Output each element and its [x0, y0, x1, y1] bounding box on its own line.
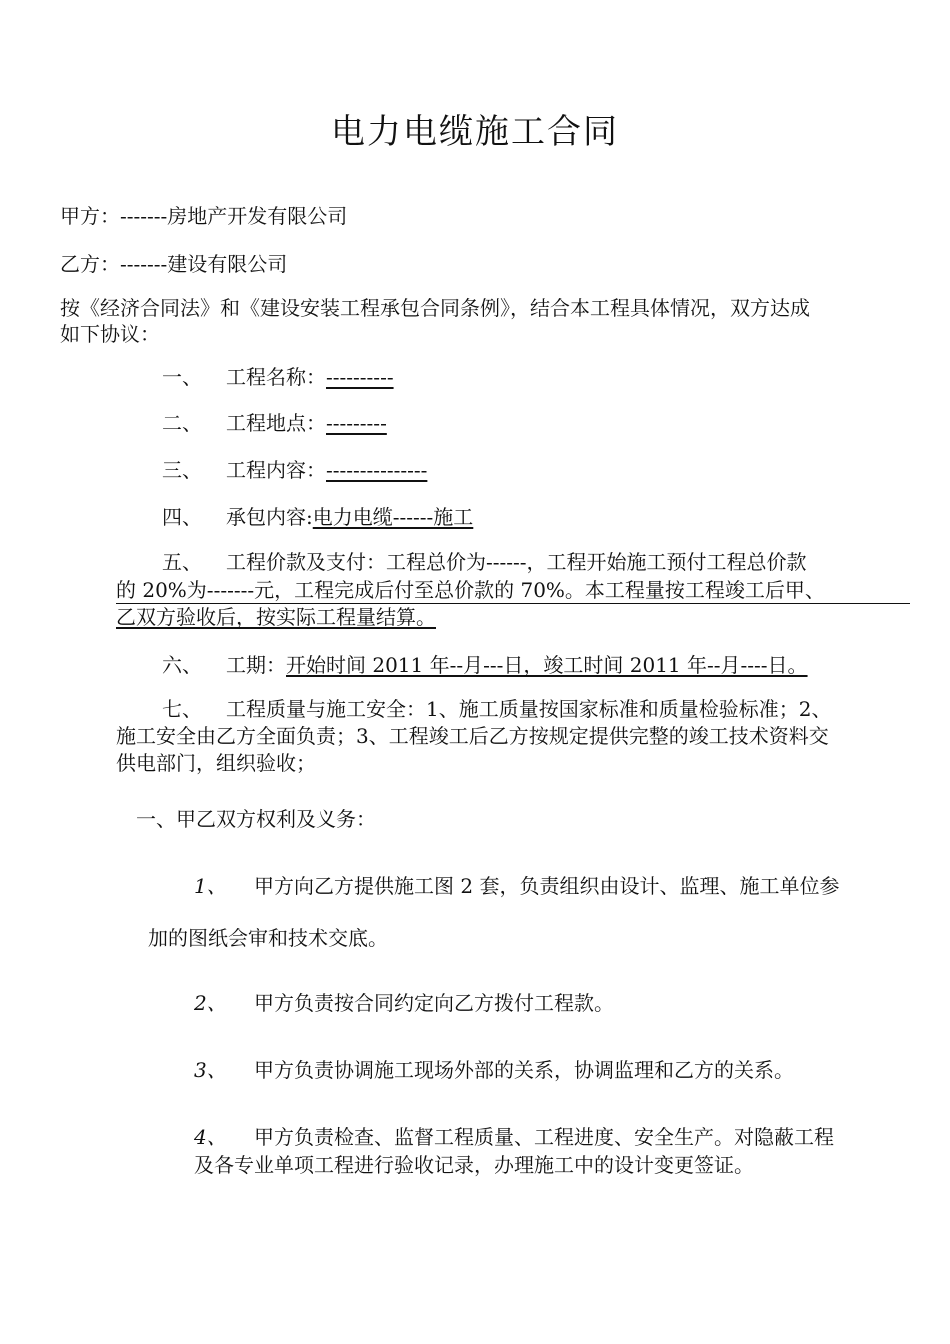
right-number: 1、: [194, 874, 227, 898]
right-number: 2、: [194, 991, 227, 1015]
clause-5-line-1: [162, 546, 807, 575]
party-a: 甲方：-------房地产开发有限公司: [60, 204, 348, 228]
clause-text: 乙双方验收后，按实际工程量结算。: [116, 605, 436, 629]
right-1-line-2: 加的图纸会审和技术交底。: [148, 926, 388, 950]
clause-value: ---------------: [326, 458, 428, 482]
clause-3: [162, 454, 427, 483]
right-2: [194, 987, 614, 1016]
clause-label: 工程地点：: [226, 411, 326, 435]
right-text: 甲方负责按合同约定向乙方拨付工程款。: [254, 991, 614, 1015]
clause-value: ---------: [326, 411, 387, 435]
clause-label: 工程名称：: [226, 365, 326, 389]
clause-7-line-2: 施工安全由乙方全面负责；3、工程竣工后乙方按规定提供完整的竣工技术资料交: [116, 724, 829, 748]
clause-label: 工期：: [226, 653, 286, 677]
right-3: [194, 1054, 794, 1083]
right-text: 甲方负责协调施工现场外部的关系，协调监理和乙方的关系。: [254, 1058, 794, 1082]
clause-number: 六、: [162, 653, 202, 677]
document-title: 电力电缆施工合同: [331, 112, 619, 152]
clause-5-line-3: [116, 601, 436, 630]
clause-value: ----------: [326, 365, 394, 389]
right-4-line-1: [194, 1121, 834, 1150]
clause-2: [162, 407, 387, 436]
intro-line-2: 如下协议：: [60, 322, 160, 346]
right-text: 甲方负责检查、监督工程质量、工程进度、安全生产。对隐蔽工程: [254, 1125, 834, 1149]
clause-label: 承包内容:: [226, 505, 313, 529]
clause-label: 工程内容：: [226, 458, 326, 482]
party-b: 乙方：-------建设有限公司: [60, 252, 288, 276]
clause-value: 开始时间 2011 年--月---日，竣工时间 2011 年--月----日。: [286, 653, 808, 677]
right-text: 甲方向乙方提供施工图 2 套，负责组织由设计、监理、施工单位参: [254, 874, 840, 898]
clause-7-line-3: 供电部门，组织验收；: [116, 751, 316, 775]
clause-text: 工程价款及支付：工程总价为------，工程开始施工预付工程总价款: [226, 550, 807, 574]
clause-text: 工程质量与施工安全：1、施工质量按国家标准和质量检验标准；2、: [226, 697, 832, 721]
section-heading: 一、甲乙双方权利及义务：: [136, 807, 376, 831]
clause-1: [162, 361, 394, 390]
clause-number: 三、: [162, 458, 202, 482]
right-number: 4、: [194, 1125, 227, 1149]
clause-value: 电力电缆------施工: [312, 505, 474, 529]
clause-number: 一、: [162, 365, 202, 389]
clause-number: 七、: [162, 697, 202, 721]
right-1-line-1: [194, 870, 839, 899]
right-number: 3、: [194, 1058, 227, 1082]
clause-6: [162, 649, 808, 678]
intro-line-1: 按《经济合同法》和《建设安装工程承包合同条例》，结合本工程具体情况，双方达成: [60, 296, 810, 320]
clause-number: 四、: [162, 505, 202, 529]
clause-7-line-1: [162, 693, 831, 722]
clause-5-line-2: 的 20%为-------元，工程完成后付至总价款的 70%。本工程量按工程竣工后甲、: [116, 574, 910, 604]
clause-4: [162, 501, 473, 530]
clause-number: 二、: [162, 411, 202, 435]
clause-number: 五、: [162, 550, 202, 574]
right-4-line-2: 及各专业单项工程进行验收记录，办理施工中的设计变更签证。: [194, 1153, 754, 1177]
